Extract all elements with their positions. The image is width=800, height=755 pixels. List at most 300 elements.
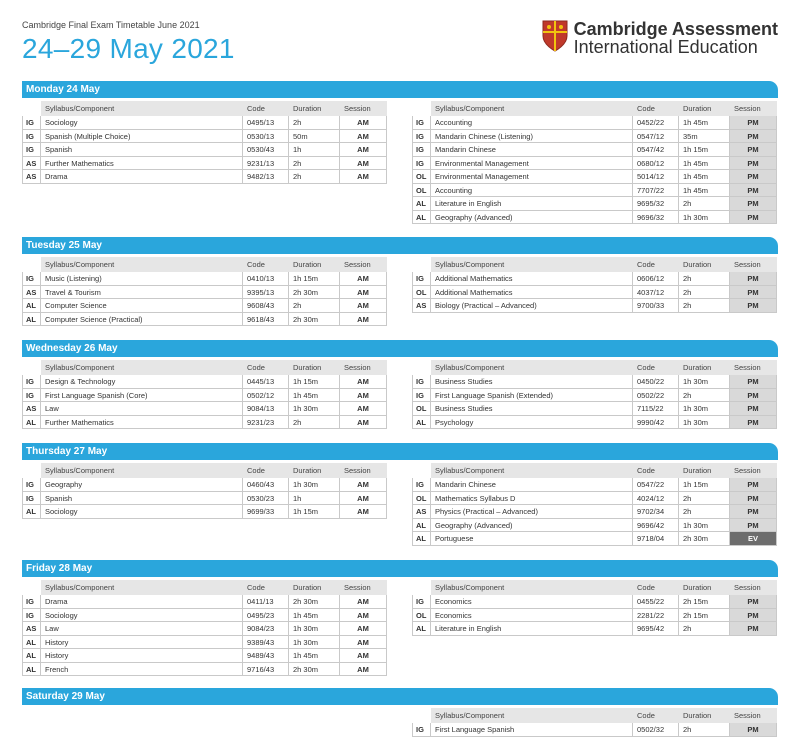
header-syllabus: Syllabus/Component [431, 580, 633, 595]
header-blank [22, 101, 41, 116]
level-cell: OL [412, 170, 431, 184]
duration-cell: 1h 45m [679, 184, 730, 198]
syllabus-cell: Spanish [41, 143, 243, 157]
session-cell: AM [340, 299, 387, 313]
duration-cell: 2h 15m [679, 595, 730, 609]
code-cell: 9716/43 [243, 663, 289, 677]
code-cell: 0411/13 [243, 595, 289, 609]
duration-cell: 1h [289, 143, 340, 157]
duration-cell: 1h 15m [679, 478, 730, 492]
session-cell: PM [730, 609, 777, 623]
session-cell: PM [730, 478, 777, 492]
level-cell: IG [412, 272, 431, 286]
timetable-left [22, 360, 387, 429]
level-cell: IG [22, 492, 41, 506]
duration-cell: 1h [289, 492, 340, 506]
code-cell: 9489/43 [243, 649, 289, 663]
timetable-right [412, 708, 777, 737]
code-cell: 0502/12 [243, 389, 289, 403]
duration-cell: 2h [679, 492, 730, 506]
syllabus-cell: Environmental Management [431, 157, 633, 171]
header-session: Session [340, 360, 387, 375]
level-cell: OL [412, 492, 431, 506]
code-cell: 0495/23 [243, 609, 289, 623]
level-cell: AS [22, 622, 41, 636]
day-header: Thursday 27 May [22, 443, 778, 460]
header-syllabus: Syllabus/Component [431, 463, 633, 478]
syllabus-cell: Economics [431, 595, 633, 609]
level-cell: IG [22, 478, 41, 492]
session-cell: PM [730, 197, 777, 211]
code-cell: 4024/12 [633, 492, 679, 506]
syllabus-cell: First Language Spanish [431, 723, 633, 737]
duration-cell: 2h 15m [679, 609, 730, 623]
session-cell: PM [730, 299, 777, 313]
duration-cell: 2h [289, 170, 340, 184]
session-cell: AM [340, 478, 387, 492]
header-duration: Duration [679, 360, 730, 375]
syllabus-cell: First Language Spanish (Core) [41, 389, 243, 403]
timetable-right [412, 580, 777, 636]
level-cell: IG [22, 143, 41, 157]
cambridge-logo [542, 20, 778, 56]
duration-cell: 1h 30m [289, 478, 340, 492]
header-session: Session [340, 257, 387, 272]
syllabus-cell: Design & Technology [41, 375, 243, 389]
duration-cell: 1h 45m [679, 116, 730, 130]
duration-cell: 2h [679, 286, 730, 300]
code-cell: 0410/13 [243, 272, 289, 286]
code-cell: 0606/12 [633, 272, 679, 286]
duration-cell: 1h 30m [289, 636, 340, 650]
session-cell: PM [730, 505, 777, 519]
code-cell: 9696/42 [633, 519, 679, 533]
session-cell: PM [730, 157, 777, 171]
header-duration: Duration [289, 580, 340, 595]
level-cell: AS [412, 505, 431, 519]
level-cell: IG [412, 723, 431, 737]
code-cell: 2281/22 [633, 609, 679, 623]
syllabus-cell: Portuguese [431, 532, 633, 546]
session-cell: EV [730, 532, 777, 546]
header-code: Code [633, 580, 679, 595]
level-cell: AL [412, 416, 431, 430]
code-cell: 0455/22 [633, 595, 679, 609]
duration-cell: 2h [289, 157, 340, 171]
session-cell: PM [730, 723, 777, 737]
day-header: Friday 28 May [22, 560, 778, 577]
level-cell: IG [22, 272, 41, 286]
session-cell: AM [340, 170, 387, 184]
duration-cell: 2h [679, 197, 730, 211]
duration-cell: 1h 45m [679, 170, 730, 184]
session-cell: AM [340, 375, 387, 389]
syllabus-cell: Physics (Practical – Advanced) [431, 505, 633, 519]
header-syllabus: Syllabus/Component [41, 463, 243, 478]
duration-cell: 2h 30m [289, 663, 340, 677]
duration-cell: 2h [679, 389, 730, 403]
syllabus-cell: Law [41, 402, 243, 416]
syllabus-cell: Geography [41, 478, 243, 492]
timetable-right [412, 101, 777, 224]
header-syllabus: Syllabus/Component [41, 360, 243, 375]
session-cell: PM [730, 492, 777, 506]
session-cell: AM [340, 595, 387, 609]
duration-cell: 1h 30m [679, 519, 730, 533]
header-duration: Duration [289, 463, 340, 478]
code-cell: 0502/32 [633, 723, 679, 737]
session-cell: PM [730, 286, 777, 300]
code-cell: 0450/22 [633, 375, 679, 389]
timetable-left [22, 580, 387, 676]
level-cell: IG [412, 389, 431, 403]
session-cell: AM [340, 389, 387, 403]
code-cell: 7707/22 [633, 184, 679, 198]
level-cell: IG [412, 595, 431, 609]
session-cell: PM [730, 595, 777, 609]
header-blank [412, 101, 431, 116]
level-cell: IG [22, 389, 41, 403]
header-session: Session [730, 360, 777, 375]
level-cell: IG [412, 116, 431, 130]
duration-cell: 1h 45m [679, 157, 730, 171]
header-blank [22, 360, 41, 375]
header-blank [412, 708, 431, 723]
header-code: Code [633, 257, 679, 272]
session-cell: PM [730, 622, 777, 636]
session-cell: PM [730, 170, 777, 184]
syllabus-cell: Spanish [41, 492, 243, 506]
syllabus-cell: Drama [41, 170, 243, 184]
timetable-right [412, 257, 777, 313]
code-cell: 9696/32 [633, 211, 679, 225]
syllabus-cell: Accounting [431, 116, 633, 130]
day-header: Monday 24 May [22, 81, 778, 98]
session-cell: PM [730, 375, 777, 389]
code-cell: 0530/13 [243, 130, 289, 144]
syllabus-cell: Further Mathematics [41, 416, 243, 430]
header-session: Session [340, 463, 387, 478]
code-cell: 9084/13 [243, 402, 289, 416]
syllabus-cell: Accounting [431, 184, 633, 198]
code-cell: 9700/33 [633, 299, 679, 313]
duration-cell: 50m [289, 130, 340, 144]
duration-cell: 1h 30m [679, 416, 730, 430]
header-code: Code [633, 360, 679, 375]
syllabus-cell: Law [41, 622, 243, 636]
code-cell: 9395/13 [243, 286, 289, 300]
session-cell: PM [730, 389, 777, 403]
level-cell: IG [412, 143, 431, 157]
header-session: Session [340, 580, 387, 595]
code-cell: 7115/22 [633, 402, 679, 416]
syllabus-cell: Mandarin Chinese [431, 143, 633, 157]
logo-line2: International Education [573, 37, 758, 57]
syllabus-cell: Spanish (Multiple Choice) [41, 130, 243, 144]
duration-cell: 2h [289, 416, 340, 430]
timetable-left [22, 463, 387, 519]
header-duration: Duration [679, 257, 730, 272]
session-cell: AM [340, 663, 387, 677]
level-cell: IG [412, 478, 431, 492]
session-cell: AM [340, 505, 387, 519]
code-cell: 0452/22 [633, 116, 679, 130]
syllabus-cell: Business Studies [431, 375, 633, 389]
code-cell: 0530/23 [243, 492, 289, 506]
code-cell: 0680/12 [633, 157, 679, 171]
session-cell: PM [730, 116, 777, 130]
duration-cell: 35m [679, 130, 730, 144]
level-cell: AS [22, 402, 41, 416]
session-cell: PM [730, 272, 777, 286]
header-duration: Duration [679, 708, 730, 723]
session-cell: PM [730, 519, 777, 533]
header-session: Session [340, 101, 387, 116]
level-cell: AL [22, 663, 41, 677]
code-cell: 9990/42 [633, 416, 679, 430]
header-syllabus: Syllabus/Component [431, 101, 633, 116]
syllabus-cell: Computer Science (Practical) [41, 313, 243, 327]
syllabus-cell: Literature in English [431, 622, 633, 636]
duration-cell: 1h 45m [289, 609, 340, 623]
header-duration: Duration [679, 580, 730, 595]
duration-cell: 1h 15m [289, 272, 340, 286]
duration-cell: 1h 30m [289, 622, 340, 636]
session-cell: AM [340, 609, 387, 623]
duration-cell: 2h 30m [679, 532, 730, 546]
duration-cell: 1h 45m [289, 389, 340, 403]
syllabus-cell: Sociology [41, 609, 243, 623]
session-cell: AM [340, 157, 387, 171]
duration-cell: 1h 45m [289, 649, 340, 663]
code-cell: 0502/22 [633, 389, 679, 403]
code-cell: 9389/43 [243, 636, 289, 650]
level-cell: IG [22, 130, 41, 144]
duration-cell: 1h 30m [679, 211, 730, 225]
code-cell: 9699/33 [243, 505, 289, 519]
session-cell: PM [730, 402, 777, 416]
header-session: Session [730, 708, 777, 723]
session-cell: AM [340, 313, 387, 327]
level-cell: OL [412, 402, 431, 416]
header-code: Code [243, 463, 289, 478]
header-session: Session [730, 257, 777, 272]
timetable-right [412, 463, 777, 546]
session-cell: PM [730, 130, 777, 144]
code-cell: 0445/13 [243, 375, 289, 389]
duration-cell: 1h 15m [679, 143, 730, 157]
session-cell: AM [340, 416, 387, 430]
syllabus-cell: Additional Mathematics [431, 272, 633, 286]
header-code: Code [633, 708, 679, 723]
syllabus-cell: Geography (Advanced) [431, 211, 633, 225]
header-session: Session [730, 580, 777, 595]
header-blank [22, 257, 41, 272]
session-cell: AM [340, 622, 387, 636]
session-cell: AM [340, 402, 387, 416]
header-blank [412, 360, 431, 375]
syllabus-cell: Sociology [41, 116, 243, 130]
header-syllabus: Syllabus/Component [431, 708, 633, 723]
session-cell: AM [340, 143, 387, 157]
duration-cell: 2h [679, 723, 730, 737]
syllabus-cell: Travel & Tourism [41, 286, 243, 300]
timetable-left [22, 257, 387, 326]
day-header: Wednesday 26 May [22, 340, 778, 357]
header-blank [412, 463, 431, 478]
session-cell: PM [730, 211, 777, 225]
header-blank [412, 257, 431, 272]
syllabus-cell: Mandarin Chinese (Listening) [431, 130, 633, 144]
level-cell: AL [22, 505, 41, 519]
code-cell: 0547/22 [633, 478, 679, 492]
syllabus-cell: History [41, 649, 243, 663]
day-header: Saturday 29 May [22, 688, 778, 705]
code-cell: 9084/23 [243, 622, 289, 636]
syllabus-cell: First Language Spanish (Extended) [431, 389, 633, 403]
code-cell: 9695/32 [633, 197, 679, 211]
level-cell: AL [22, 313, 41, 327]
level-cell: AS [22, 170, 41, 184]
session-cell: PM [730, 143, 777, 157]
header-blank [22, 580, 41, 595]
syllabus-cell: Mathematics Syllabus D [431, 492, 633, 506]
level-cell: OL [412, 609, 431, 623]
code-cell: 9231/13 [243, 157, 289, 171]
code-cell: 0495/13 [243, 116, 289, 130]
code-cell: 0460/43 [243, 478, 289, 492]
syllabus-cell: Music (Listening) [41, 272, 243, 286]
duration-cell: 2h [289, 116, 340, 130]
syllabus-cell: Business Studies [431, 402, 633, 416]
syllabus-cell: Computer Science [41, 299, 243, 313]
duration-cell: 1h 30m [289, 402, 340, 416]
header-syllabus: Syllabus/Component [431, 257, 633, 272]
syllabus-cell: Further Mathematics [41, 157, 243, 171]
code-cell: 9618/43 [243, 313, 289, 327]
code-cell: 9482/13 [243, 170, 289, 184]
duration-cell: 2h [679, 505, 730, 519]
level-cell: AL [22, 649, 41, 663]
level-cell: AL [412, 532, 431, 546]
timetable-left [22, 101, 387, 184]
duration-cell: 2h [289, 299, 340, 313]
level-cell: IG [22, 609, 41, 623]
header-code: Code [243, 580, 289, 595]
level-cell: IG [412, 130, 431, 144]
session-cell: AM [340, 272, 387, 286]
header-duration: Duration [289, 101, 340, 116]
level-cell: AL [22, 416, 41, 430]
duration-cell: 2h 30m [289, 286, 340, 300]
code-cell: 9608/43 [243, 299, 289, 313]
header-blank [412, 580, 431, 595]
header-syllabus: Syllabus/Component [41, 257, 243, 272]
syllabus-cell: Psychology [431, 416, 633, 430]
level-cell: AL [412, 211, 431, 225]
header-duration: Duration [289, 257, 340, 272]
session-cell: AM [340, 492, 387, 506]
syllabus-cell: History [41, 636, 243, 650]
logo-line1: Cambridge Assessment [573, 19, 778, 39]
header-duration: Duration [679, 463, 730, 478]
syllabus-cell: Sociology [41, 505, 243, 519]
header-blank [22, 463, 41, 478]
header-session: Session [730, 463, 777, 478]
duration-cell: 2h 30m [289, 313, 340, 327]
level-cell: AS [412, 299, 431, 313]
code-cell: 9695/42 [633, 622, 679, 636]
code-cell: 4037/12 [633, 286, 679, 300]
header-duration: Duration [679, 101, 730, 116]
level-cell: AL [22, 299, 41, 313]
header-code: Code [633, 101, 679, 116]
level-cell: AS [22, 286, 41, 300]
code-cell: 9231/23 [243, 416, 289, 430]
page-title: 24–29 May 2021 [22, 33, 235, 64]
level-cell: IG [412, 375, 431, 389]
code-cell: 0547/42 [633, 143, 679, 157]
syllabus-cell: Mandarin Chinese [431, 478, 633, 492]
syllabus-cell: Environmental Management [431, 170, 633, 184]
level-cell: IG [22, 116, 41, 130]
duration-cell: 2h [679, 299, 730, 313]
duration-cell: 1h 15m [289, 505, 340, 519]
level-cell: IG [22, 595, 41, 609]
syllabus-cell: French [41, 663, 243, 677]
level-cell: OL [412, 184, 431, 198]
header-code: Code [243, 257, 289, 272]
duration-cell: 1h 30m [679, 402, 730, 416]
header-syllabus: Syllabus/Component [41, 101, 243, 116]
header-code: Code [243, 101, 289, 116]
session-cell: AM [340, 636, 387, 650]
session-cell: AM [340, 130, 387, 144]
level-cell: OL [412, 286, 431, 300]
code-cell: 9718/04 [633, 532, 679, 546]
level-cell: IG [412, 157, 431, 171]
day-header: Tuesday 25 May [22, 237, 778, 254]
header-session: Session [730, 101, 777, 116]
duration-cell: 1h 15m [289, 375, 340, 389]
duration-cell: 2h [679, 622, 730, 636]
syllabus-cell: Biology (Practical – Advanced) [431, 299, 633, 313]
header-syllabus: Syllabus/Component [41, 580, 243, 595]
exam-subtitle: Cambridge Final Exam Timetable June 2021 [22, 20, 200, 30]
level-cell: AL [412, 622, 431, 636]
syllabus-cell: Literature in English [431, 197, 633, 211]
header-syllabus: Syllabus/Component [431, 360, 633, 375]
syllabus-cell: Geography (Advanced) [431, 519, 633, 533]
duration-cell: 1h 30m [679, 375, 730, 389]
level-cell: AL [412, 197, 431, 211]
syllabus-cell: Additional Mathematics [431, 286, 633, 300]
duration-cell: 2h 30m [289, 595, 340, 609]
session-cell: AM [340, 649, 387, 663]
shield-icon [542, 20, 568, 52]
syllabus-cell: Drama [41, 595, 243, 609]
level-cell: IG [22, 375, 41, 389]
header-code: Code [633, 463, 679, 478]
header-code: Code [243, 360, 289, 375]
session-cell: PM [730, 184, 777, 198]
code-cell: 5014/12 [633, 170, 679, 184]
code-cell: 0530/43 [243, 143, 289, 157]
syllabus-cell: Economics [431, 609, 633, 623]
code-cell: 0547/12 [633, 130, 679, 144]
header-duration: Duration [289, 360, 340, 375]
session-cell: AM [340, 286, 387, 300]
